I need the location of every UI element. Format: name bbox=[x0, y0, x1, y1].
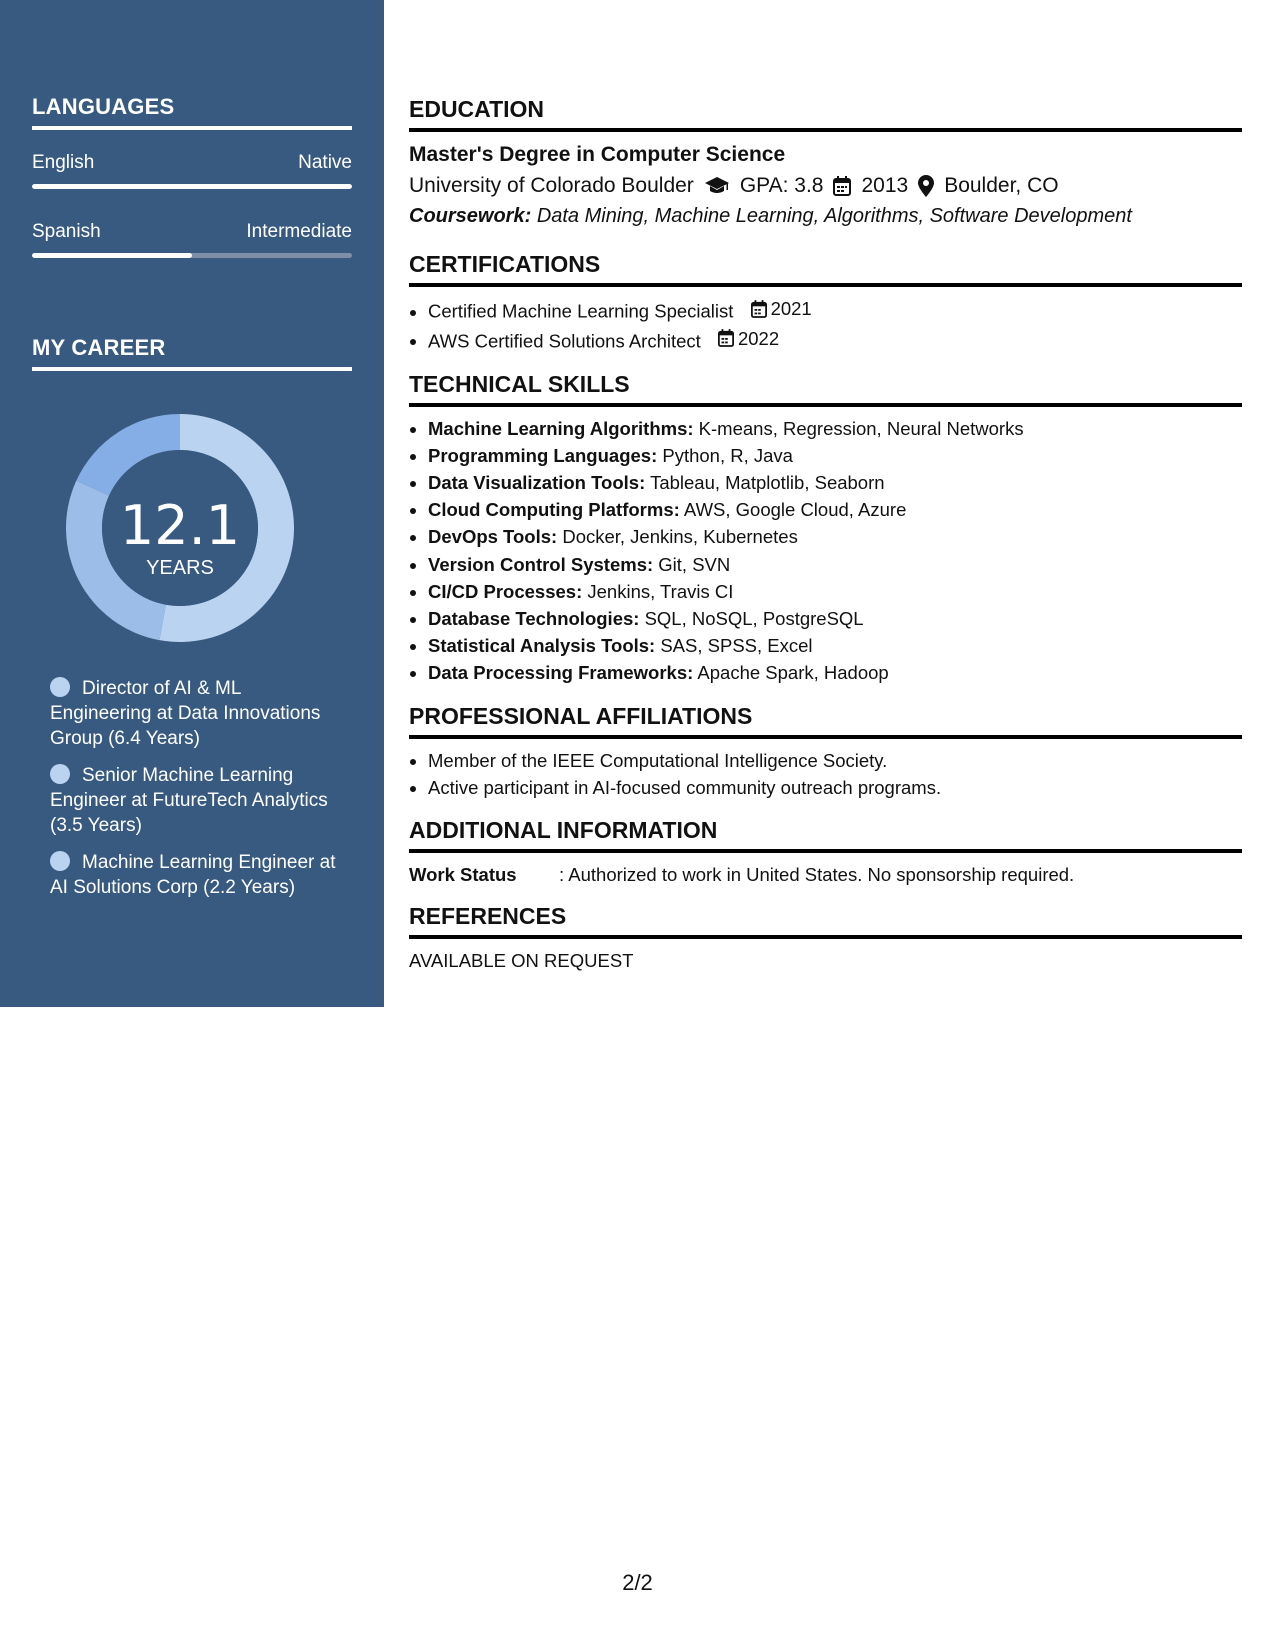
coursework-label: Coursework: bbox=[409, 205, 532, 227]
education-gpa: GPA: 3.8 bbox=[739, 174, 824, 197]
language-row-english bbox=[32, 152, 352, 174]
affiliations-section bbox=[409, 699, 1242, 801]
career-dot-icon bbox=[50, 851, 70, 871]
certification-date bbox=[718, 325, 779, 352]
page-number: 2/2 bbox=[622, 1570, 653, 1595]
skill-item bbox=[428, 496, 1242, 523]
skills-list bbox=[409, 415, 1242, 687]
language-name: English bbox=[32, 152, 95, 173]
section-rule bbox=[409, 735, 1242, 739]
skills-title: TECHNICAL SKILLS bbox=[409, 370, 630, 397]
affiliations-list bbox=[409, 747, 1242, 801]
work-status-row bbox=[409, 861, 1242, 889]
skill-item bbox=[428, 523, 1242, 550]
certification-year: 2022 bbox=[737, 327, 780, 349]
language-name: Spanish bbox=[32, 221, 101, 242]
skill-label: Statistical Analysis Tools: bbox=[428, 635, 656, 657]
skill-item bbox=[428, 659, 1242, 686]
additional-section bbox=[409, 813, 1242, 889]
calendar-icon bbox=[751, 300, 767, 318]
references-section bbox=[409, 899, 1242, 975]
sidebar bbox=[0, 0, 384, 1007]
skill-item bbox=[428, 551, 1242, 578]
skill-label: DevOps Tools: bbox=[428, 526, 558, 548]
career-item-text: Director of AI & ML Engineering at Data Innovations Group (6.4 Years) bbox=[50, 678, 321, 749]
work-status-label: Work Status bbox=[409, 864, 517, 886]
skill-value: Git, SVN bbox=[658, 553, 731, 575]
career-rule bbox=[32, 367, 352, 371]
skill-value: SQL, NoSQL, PostgreSQL bbox=[644, 608, 864, 630]
certification-date bbox=[751, 295, 812, 322]
language-level: Native bbox=[298, 152, 352, 173]
skill-label: Programming Languages: bbox=[428, 444, 658, 466]
section-rule bbox=[409, 849, 1242, 853]
certification-item bbox=[428, 325, 1242, 355]
skill-label: Cloud Computing Platforms: bbox=[428, 499, 680, 521]
languages-rule bbox=[32, 126, 352, 130]
affiliations-title: PROFESSIONAL AFFILIATIONS bbox=[409, 702, 753, 729]
language-bar-english bbox=[32, 184, 352, 189]
references-text: AVAILABLE ON REQUEST bbox=[409, 950, 634, 972]
education-degree: Master's Degree in Computer Science bbox=[409, 143, 786, 166]
affiliation-item: • Member of the IEEE Computational Intelligence Society. bbox=[428, 747, 1242, 774]
certifications-list bbox=[409, 295, 1242, 355]
skill-value: K-means, Regression, Neural Networks bbox=[698, 417, 1024, 439]
skill-item bbox=[428, 605, 1242, 632]
skill-value: SAS, SPSS, Excel bbox=[660, 635, 813, 657]
career-title: MY CAREER bbox=[32, 335, 166, 360]
language-row-spanish bbox=[32, 221, 352, 243]
additional-title: ADDITIONAL INFORMATION bbox=[409, 817, 718, 844]
certification-year: 2021 bbox=[770, 298, 812, 319]
education-details bbox=[409, 170, 1242, 201]
skill-item bbox=[428, 578, 1242, 605]
map-pin-icon bbox=[918, 175, 934, 197]
graduation-cap-icon bbox=[704, 176, 730, 196]
skill-value: Python, R, Java bbox=[662, 444, 793, 466]
career-item bbox=[50, 763, 340, 838]
section-rule bbox=[409, 283, 1242, 287]
skill-label: Version Control Systems: bbox=[428, 553, 654, 575]
section-rule bbox=[409, 128, 1242, 132]
section-rule bbox=[409, 403, 1242, 407]
education-school: University of Colorado Boulder bbox=[409, 174, 694, 197]
coursework-text: Data Mining, Machine Learning, Algorithms, Software Development bbox=[536, 205, 1132, 227]
education-year: 2013 bbox=[861, 174, 909, 197]
skill-value: Apache Spark, Hadoop bbox=[697, 662, 889, 684]
language-bar-spanish bbox=[32, 253, 352, 258]
skill-item bbox=[428, 415, 1242, 442]
certification-name: AWS Certified Solutions Architect bbox=[428, 330, 701, 352]
skill-value: Tableau, Matplotlib, Seaborn bbox=[650, 472, 885, 493]
skill-label: Database Technologies: bbox=[428, 608, 640, 630]
calendar-icon bbox=[718, 329, 734, 347]
career-item-text: Senior Machine Learning Engineer at FutureTech Analytics (3.5 Years) bbox=[50, 765, 328, 836]
language-bar-fill bbox=[32, 184, 352, 189]
skill-label: CI/CD Processes: bbox=[428, 580, 583, 602]
certifications-title: CERTIFICATIONS bbox=[409, 251, 601, 277]
career-dot-icon bbox=[50, 677, 70, 697]
certification-item bbox=[428, 295, 1242, 325]
career-item bbox=[50, 676, 340, 751]
skill-label: Data Processing Frameworks: bbox=[428, 662, 694, 684]
career-list bbox=[50, 676, 340, 912]
affiliation-item: • Active participant in AI-focused community outreach programs. bbox=[428, 774, 1242, 801]
skill-item bbox=[428, 632, 1242, 659]
section-rule bbox=[409, 935, 1242, 939]
language-bar-fill bbox=[32, 253, 192, 258]
calendar-icon bbox=[833, 176, 851, 196]
skill-value: AWS, Google Cloud, Azure bbox=[683, 499, 907, 521]
skill-item bbox=[428, 469, 1242, 496]
main-content bbox=[409, 92, 1242, 975]
certification-name: Certified Machine Learning Specialist bbox=[428, 300, 734, 322]
career-total-years: 12.1 bbox=[119, 494, 241, 557]
skill-label: Machine Learning Algorithms: bbox=[428, 417, 694, 439]
skill-value: Docker, Jenkins, Kubernetes bbox=[562, 526, 798, 548]
skill-label: Data Visualization Tools: bbox=[428, 472, 646, 493]
career-item bbox=[50, 850, 340, 900]
work-status-value: : Authorized to work in United States. No sponsorship required. bbox=[559, 864, 1075, 886]
career-years-unit: YEARS bbox=[146, 557, 214, 579]
languages-title: LANGUAGES bbox=[32, 94, 175, 119]
references-title: REFERENCES bbox=[409, 903, 567, 930]
skill-item bbox=[428, 442, 1242, 469]
education-coursework bbox=[409, 201, 1242, 231]
education-section bbox=[409, 92, 1242, 231]
career-item-text: Machine Learning Engineer at AI Solutions Corp (2.2 Years) bbox=[50, 852, 336, 898]
education-location: Boulder, CO bbox=[944, 174, 1059, 197]
career-donut-chart bbox=[66, 414, 294, 642]
skill-value: Jenkins, Travis CI bbox=[587, 580, 734, 602]
certifications-section bbox=[409, 247, 1242, 355]
skills-section bbox=[409, 367, 1242, 687]
education-title: EDUCATION bbox=[409, 96, 545, 122]
career-dot-icon bbox=[50, 764, 70, 784]
language-level: Intermediate bbox=[246, 221, 352, 242]
